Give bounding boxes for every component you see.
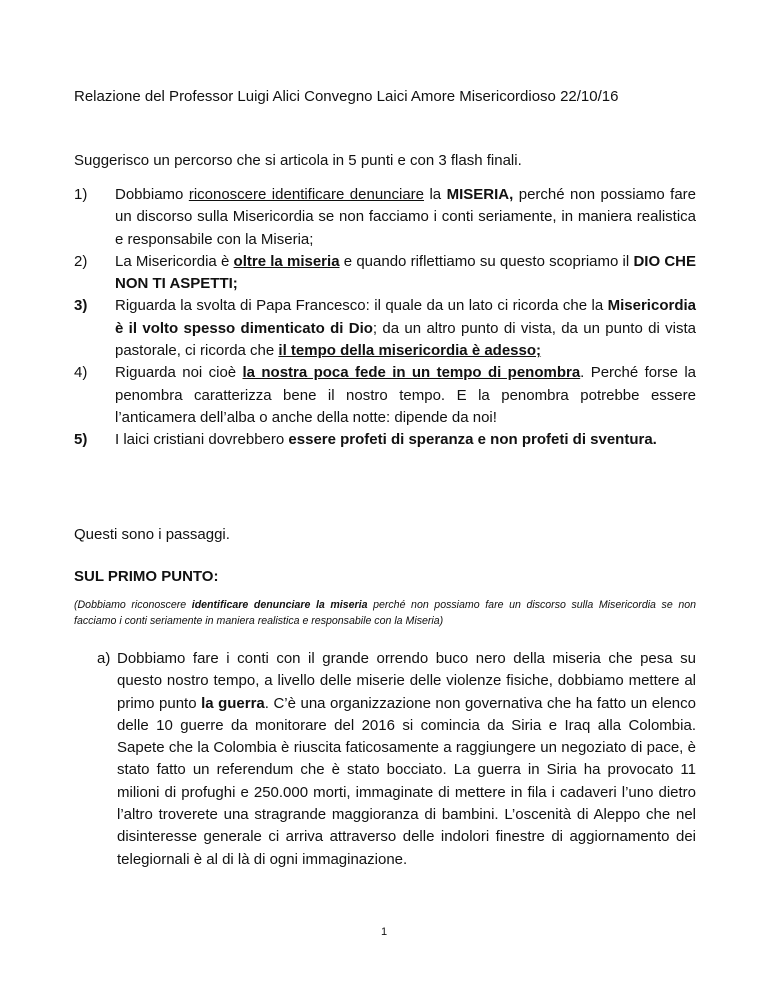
item-number: 2) bbox=[74, 252, 88, 270]
text-run: ; da un altro punto di vista, da un punto di vista pastorale, ci ricorda che bbox=[115, 319, 696, 360]
list-item bbox=[74, 429, 696, 451]
points-list bbox=[74, 184, 696, 452]
bold-underlined-text: oltre la miseria bbox=[233, 252, 340, 270]
sub-points-list bbox=[74, 648, 696, 871]
document-header: Relazione del Professor Luigi Alici Convegno Laici Amore Misericordioso 22/10/16 bbox=[74, 88, 619, 105]
text-run: perché non possiamo fare un discorso sulla Misericordia se non facciamo i conti seriamente, in maniera realistica e responsabile con la Miseria; bbox=[115, 186, 696, 248]
italic-note bbox=[74, 597, 696, 629]
text-run: Dobbiamo bbox=[115, 186, 189, 203]
steps-paragraph: Questi sono i passaggi. bbox=[74, 526, 230, 543]
list-item bbox=[74, 362, 696, 429]
text-run: La Misericordia è bbox=[115, 252, 234, 270]
text-run: la bbox=[424, 186, 447, 203]
bold-underlined-text: il tempo della misericordia è adesso; bbox=[278, 342, 542, 360]
page-number: 1 bbox=[380, 926, 388, 938]
bold-underlined-text: la nostra poca fede in un tempo di penombra bbox=[242, 364, 581, 382]
item-number: 5) bbox=[74, 431, 88, 449]
item-number: 3) bbox=[74, 297, 88, 315]
text-run: . C’è una organizzazione non governativa che ha fatto un elenco delle 10 guerre da monitorare del 2016 si comincia da Siria e Iraq alla Colombia. Sapete che la Colombia è riuscita faticosamente a raggiungere un negoziato di pace, è stato fatto un referendum che è stato bocciato. La guerra in Siria ha provocato 11 milioni di profughi e 250.000 morti, immaginate di mettere in fila i cadaveri l’uno dietro l’altro troverete una stragrande maggioranza di bambini. L’oscenità di Aleppo che nel disinteresse generale ci arriva attraverso delle indolori finestre di aggiornamento dei telegiornali è al di là di ogni immaginazione. bbox=[117, 694, 696, 868]
bold-text: identificare denunciare la miseria bbox=[191, 599, 368, 611]
bold-text: Misericordia è il volto spesso dimenticato di Dio bbox=[115, 297, 696, 337]
list-item bbox=[74, 251, 696, 296]
item-number: a) bbox=[97, 650, 111, 667]
text-run: perché non possiamo fare un discorso sulla Misericordia se non facciamo i conti seriamente in maniera realistica e responsabile con la Miseria) bbox=[74, 599, 696, 627]
text-run: Riguarda la svolta di Papa Francesco: il quale da un lato ci ricorda che la bbox=[115, 297, 608, 315]
text-run: . Perché forse la penombra caratterizza bene il nostro tempo. E la penombra potrebbe essere l’anticamera dell’alba o anche della notte: dipende da noi! bbox=[115, 364, 696, 426]
text-run: (Dobbiamo riconoscere bbox=[74, 599, 192, 611]
list-item bbox=[74, 295, 696, 362]
text-run: e quando riflettiamo su questo scopriamo il bbox=[339, 252, 634, 270]
list-item bbox=[74, 648, 696, 871]
section-title: SUL PRIMO PUNTO: bbox=[74, 568, 219, 585]
bold-text: MISERIA, bbox=[446, 186, 514, 203]
text-run: Riguarda noi cioè bbox=[115, 364, 243, 382]
underlined-text: riconoscere identificare denunciare bbox=[188, 186, 425, 203]
bold-text: DIO CHE NON TI ASPETTI; bbox=[115, 252, 696, 293]
list-item bbox=[74, 184, 696, 251]
text-run: Dobbiamo fare i conti con il grande orrendo buco nero della miseria che pesa su questo nostro tempo, a livello delle miserie delle violenze fisiche, dobbiamo mettere al primo punto bbox=[117, 650, 696, 712]
item-number: 1) bbox=[74, 186, 88, 203]
item-number: 4) bbox=[74, 364, 88, 382]
text-run: I laici cristiani dovrebbero bbox=[115, 431, 289, 449]
bold-text: essere profeti di speranza e non profeti di sventura. bbox=[288, 431, 657, 449]
bold-text: la guerra bbox=[201, 694, 265, 712]
intro-paragraph: Suggerisco un percorso che si articola in 5 punti e con 3 flash finali. bbox=[74, 152, 522, 169]
